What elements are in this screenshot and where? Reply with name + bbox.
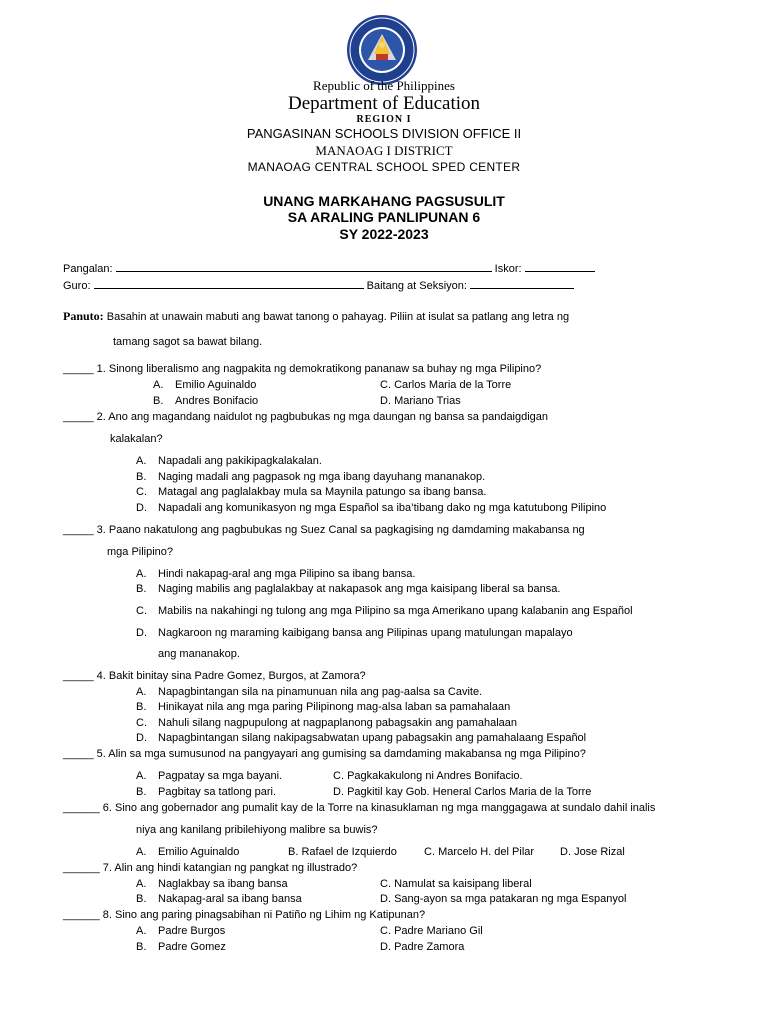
option-7c[interactable]: C. Namulat sa kaisipang liberal xyxy=(380,878,532,890)
answer-blank[interactable]: ______ xyxy=(63,862,100,874)
question-3 xyxy=(63,524,585,536)
option-5c[interactable]: C. Pagkakakulong ni Andres Bonifacio. xyxy=(333,770,523,782)
option-8b[interactable]: B. Padre Gomez xyxy=(136,941,226,953)
question-4 xyxy=(63,670,366,682)
teacher-field[interactable] xyxy=(94,277,364,289)
republic-text: Republic of the Philippines xyxy=(313,78,455,93)
grade-section-field[interactable] xyxy=(470,277,574,289)
option-5b[interactable]: B. Pagbitay sa tatlong pari. xyxy=(136,786,277,798)
option-2c[interactable]: C. Matagal ang paglalakbay mula sa Maynila patungo sa ibang bansa. xyxy=(136,486,487,498)
question-text: 2. Ano ang magandang naidulot ng pagbubukas ng mga daungan ng bansa sa pandaigdigan xyxy=(96,411,549,423)
option-4a[interactable]: A. Napagbintangan sila na pinamunuan nila ang pag-aalsa sa Cavite. xyxy=(136,686,483,698)
option-1a[interactable]: A. Emilio Aguinaldo xyxy=(153,379,257,391)
option-7d[interactable]: D. Sang-ayon sa mga patakaran ng mga Espanyol xyxy=(380,893,627,905)
grade-section-label: Baitang at Seksiyon: xyxy=(366,280,467,292)
option-7a[interactable]: A. Naglakbay sa ibang bansa xyxy=(136,878,288,890)
option-2a[interactable]: A. Napadali ang pakikipagkalakalan. xyxy=(136,455,322,467)
answer-blank[interactable]: ______ xyxy=(63,802,100,814)
option-4c[interactable]: C. Nahuli silang nagpupulong at nagpaplanong pabagsakin ang pamahalaan xyxy=(136,717,518,729)
option-3d-cont: ang mananakop. xyxy=(158,648,240,660)
question-6 xyxy=(63,802,655,814)
question-text: 3. Paano nakatulong ang pagbubukas ng Suez Canal sa pagkagising ng damdaming makabansa ng xyxy=(96,524,585,536)
option-2d[interactable]: D. Napadali ang komunikasyon ng mga Español sa iba’tibang dako ng mga katutubong Pilipino xyxy=(136,502,607,514)
department-title: Department of Education xyxy=(287,93,481,114)
teacher-field-row xyxy=(63,277,574,292)
option-3c[interactable]: C. Mabilis na nakahingi ng tulong ang mga Pilipino sa mga Amerikano upang kalabanin ang Español xyxy=(136,605,633,617)
score-label: Iskor: xyxy=(494,263,522,275)
question-text: 6. Sino ang gobernador ang pumalit kay de la Torre na kinasuklaman ng mga manggagawa at sundalo dahil inalis xyxy=(102,802,656,814)
question-text: 1. Sinong liberalismo ang nagpakita ng demokratikong pananaw sa buhay ng mga Pilipino? xyxy=(96,363,542,375)
region-text: REGION I xyxy=(356,114,412,125)
option-1d[interactable]: D. Mariano Trias xyxy=(380,395,461,407)
answer-blank[interactable]: ______ xyxy=(63,909,100,921)
answer-blank[interactable]: _____ xyxy=(63,411,94,423)
option-3d[interactable]: D. Nagkaroon ng maraming kaibigang bansa ang Pilipinas upang matulungan mapalayo xyxy=(136,627,573,639)
option-5d[interactable]: D. Pagkitil kay Gob. Heneral Carlos Maria de la Torre xyxy=(333,786,592,798)
instructions-text: Basahin at unawain mabuti ang bawat tanong o pahayag. Piliin at isulat sa patlang ang letra ng xyxy=(106,311,570,323)
option-6d[interactable]: D. Jose Rizal xyxy=(560,846,625,858)
instructions-label: Panuto: xyxy=(63,309,104,323)
deped-seal-icon xyxy=(346,14,418,86)
district-text: MANAOAG I DISTRICT xyxy=(315,143,453,158)
question-8 xyxy=(63,909,425,921)
exam-title: UNANG MARKAHANG PAGSUSULIT xyxy=(263,193,505,209)
option-6c[interactable]: C. Marcelo H. del Pilar xyxy=(424,846,535,858)
score-field[interactable] xyxy=(525,260,595,272)
question-text-cont: mga Pilipino? xyxy=(107,546,174,558)
question-7 xyxy=(63,862,357,874)
question-2 xyxy=(63,411,548,423)
name-field-row xyxy=(63,260,595,275)
answer-blank[interactable]: _____ xyxy=(63,748,94,760)
option-3b[interactable]: B. Naging mabilis ang paglalakbay at nakapasok ang mga kaisipang liberal sa bansa. xyxy=(136,583,561,595)
option-6b[interactable]: B. Rafael de Izquierdo xyxy=(288,846,397,858)
question-5 xyxy=(63,748,586,760)
option-4b[interactable]: B. Hinikayat nila ang mga paring Pilipinong mag-alsa laban sa pamahalaan xyxy=(136,701,511,713)
answer-blank[interactable]: _____ xyxy=(63,524,94,536)
option-7b[interactable]: B. Nakapag-aral sa ibang bansa xyxy=(136,893,302,905)
option-8c[interactable]: C. Padre Mariano Gil xyxy=(380,925,483,937)
instructions-text-cont: tamang sagot sa bawat bilang. xyxy=(113,336,263,348)
question-1 xyxy=(63,363,541,375)
question-text: 5. Alin sa mga sumusunod na pangyayari ang gumising sa damdaming makabansa ng mga Pilipino? xyxy=(96,748,586,760)
question-text: 4. Bakit binitay sina Padre Gomez, Burgos, at Zamora? xyxy=(96,670,366,682)
option-5a[interactable]: A. Pagpatay sa mga bayani. xyxy=(136,770,283,782)
school-name: MANAOAG CENTRAL SCHOOL SPED CENTER xyxy=(247,160,521,174)
question-text: 7. Alin ang hindi katangian ng pangkat ng illustrado? xyxy=(102,862,358,874)
option-1c[interactable]: C. Carlos Maria de la Torre xyxy=(380,379,512,391)
answer-blank[interactable]: _____ xyxy=(63,363,94,375)
instructions xyxy=(63,309,569,324)
answer-blank[interactable]: _____ xyxy=(63,670,94,682)
option-3a[interactable]: A. Hindi nakapag-aral ang mga Pilipino sa ibang bansa. xyxy=(136,568,416,580)
school-year: SY 2022-2023 xyxy=(339,226,429,242)
question-text-cont: kalakalan? xyxy=(110,433,163,445)
option-1b[interactable]: B. Andres Bonifacio xyxy=(153,395,259,407)
name-label: Pangalan: xyxy=(63,263,113,275)
teacher-label: Guro: xyxy=(63,280,91,292)
exam-subject: SA ARALING PANLIPUNAN 6 xyxy=(287,209,481,225)
option-8a[interactable]: A. Padre Burgos xyxy=(136,925,226,937)
option-8d[interactable]: D. Padre Zamora xyxy=(380,941,465,953)
division-text: PANGASINAN SCHOOLS DIVISION OFFICE II xyxy=(246,126,522,141)
name-field[interactable] xyxy=(116,260,492,272)
question-text: 8. Sino ang paring pinagsabihan ni Patiño ng Lihim ng Katipunan? xyxy=(102,909,426,921)
question-text-cont: niya ang kanilang pribilehiyong malibre sa buwis? xyxy=(136,824,378,836)
option-4d[interactable]: D. Napagbintangan silang nakipagsabwatan upang pabagsakin ang pamahalaang Español xyxy=(136,732,587,744)
option-2b[interactable]: B. Naging madali ang pagpasok ng mga ibang dayuhang mananakop. xyxy=(136,471,486,483)
option-6a[interactable]: A. Emilio Aguinaldo xyxy=(136,846,240,858)
